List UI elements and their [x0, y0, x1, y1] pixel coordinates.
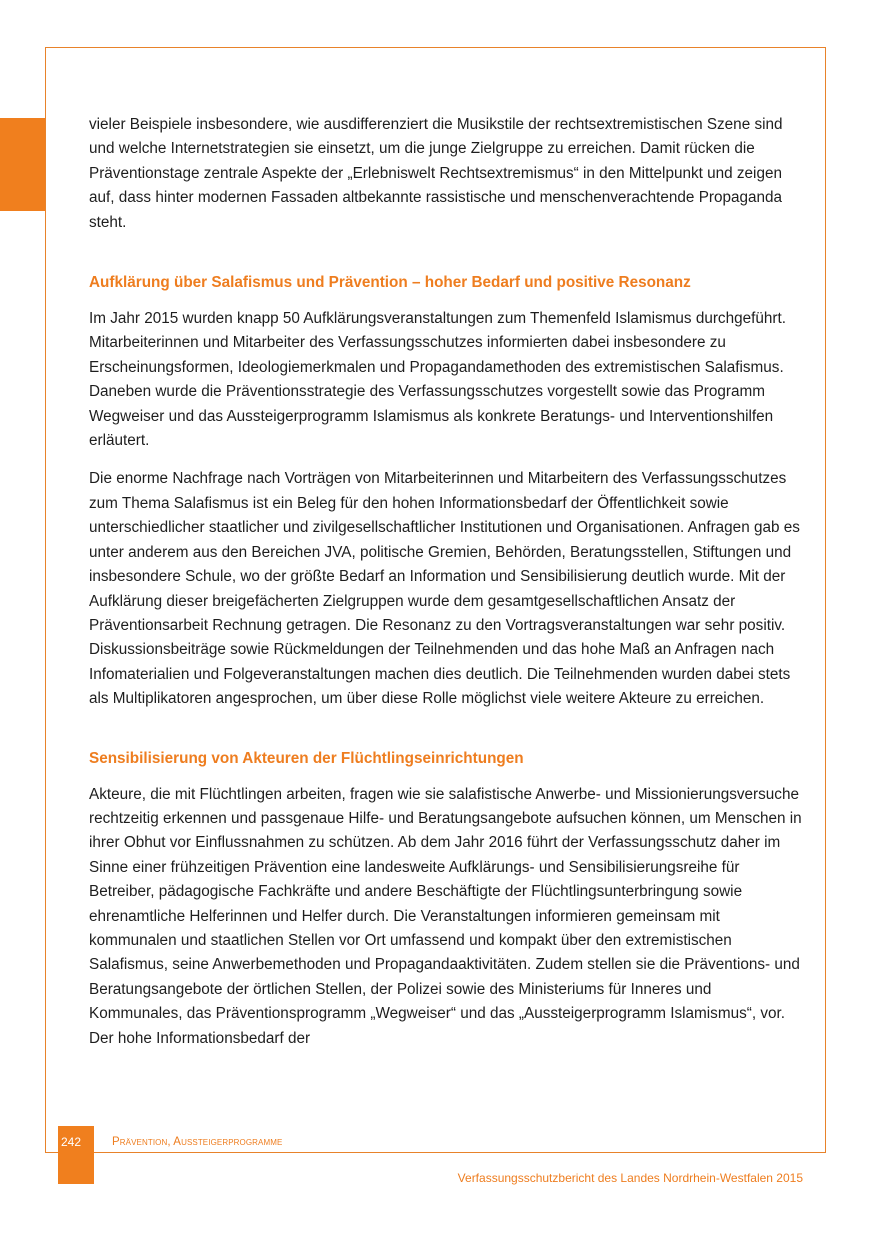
paragraph-events: Im Jahr 2015 wurden knapp 50 Aufklärungsveranstaltungen zum Themenfeld Islamismus durchgeführt. Mitarbeiterinnen und Mitarbeiter des Verfassungsschutzes informierten dabei insbesondere zu Erscheinungsformen, Ideologiemerkmalen und Propagandamethoden des extremistischen Salafismus. Daneben wurde die Präventionsstrategie des Verfassungsschutzes vorgestellt sowie das Programm Wegweiser und das Aussteigerprogramm Islamismus als konkrete Beratungs- und Interventionshilfen erläutert. — [89, 310, 786, 450]
report-title: Verfassungsschutzbericht des Landes Nordrhein-Westfalen 2015 — [457, 1171, 803, 1185]
section-heading-salafismus: Aufklärung über Salafismus und Prävention – hoher Bedarf und positive Resonanz — [89, 274, 691, 292]
paragraph-demand: Die enorme Nachfrage nach Vorträgen von Mitarbeiterinnen und Mitarbeitern des Verfassungsschutzes zum Thema Salafismus ist ein Beleg für den hohen Informationsbedarf der Öffentlichkeit sowie unterschiedlicher staatlicher und zivilgesellschaftlicher Institutionen und Organisationen. Anfragen gab es unter anderem aus den Bereichen JVA, politische Gremien, Behörden, Beratungsstellen, Stiftungen und insbesondere Schule, wo der größte Bedarf an Information und Sensibilisierung deutlich wurde. Mit der Aufklärung dieser breigefächerten Zielgruppen wurde dem gesamtgesellschaftlichen Ansatz der Präventionsarbeit Rechnung getragen. Die Resonanz zu den Vortragsveranstaltungen war sehr positiv. Diskussionsbeiträge sowie Rückmeldungen der Teilnehmenden und das hohe Maß an Anfragen nach Infomaterialien und Folgeveranstaltungen machen dies deutlich. Die Teilnehmenden wurden dabei stets als Multiplikatoren angesprochen, um über diese Rolle möglichst viele weitere Akteure zu erreichen. — [89, 470, 800, 708]
document-body — [89, 113, 803, 1065]
side-tab-marker — [0, 118, 45, 211]
paragraph-refugee-actors: Akteure, die mit Flüchtlingen arbeiten, fragen wie sie salafistische Anwerbe- und Missionierungsversuche rechtzeitig erkennen und passgenaue Hilfe- und Beratungsangebote aufsuchen können, um Menschen in ihrer Obhut vor Einflussnahmen zu schützen. Ab dem Jahr 2016 führt der Verfassungsschutz daher im Sinne einer frühzeitigen Prävention eine landesweite Aufklärungs- und Sensibilisierungsreihe für Betreiber, pädagogische Fachkräfte und andere Beschäftigte der Flüchtlingsunterbringung sowie ehrenamtliche Helferinnen und Helfer durch. Die Veranstaltungen informieren gemeinsam mit kommunalen und staatlichen Stellen vor Ort umfassend und kompakt über den extremistischen Salafismus, seine Anwerbemethoden und Propagandaaktivitäten. Zudem stellen sie die Präventions- und Beratungsangebote der örtlichen Stellen, der Polizei sowie des Ministeriums für Inneres und Kommunales, das Präventionsprogramm „Wegweiser“ und das „Aussteigerprogramm Islamismus“, vor. Der hohe Informationsbedarf der — [89, 785, 802, 1047]
paragraph-intro: vieler Beispiele insbesondere, wie ausdifferenziert die Musikstile der rechtsextremistischen Szene sind und welche Internetstrategien sie einsetzt, um die junge Zielgruppe zu erreichen. Damit rücken die Präventionstage zentrale Aspekte der „Erlebniswelt Rechtsextremismus“ in den Mittelpunkt und zeigen auf, dass hinter modernen Fassaden altbekannte rassistische und menschenverachtende Propaganda steht. — [89, 116, 783, 231]
running-section-label: Prävention, Aussteigerprogramme — [112, 1136, 283, 1148]
page-number: 242 — [58, 1126, 94, 1184]
section-heading-fluechtlinge: Sensibilisierung von Akteuren der Flüchtlingseinrichtungen — [89, 749, 524, 767]
